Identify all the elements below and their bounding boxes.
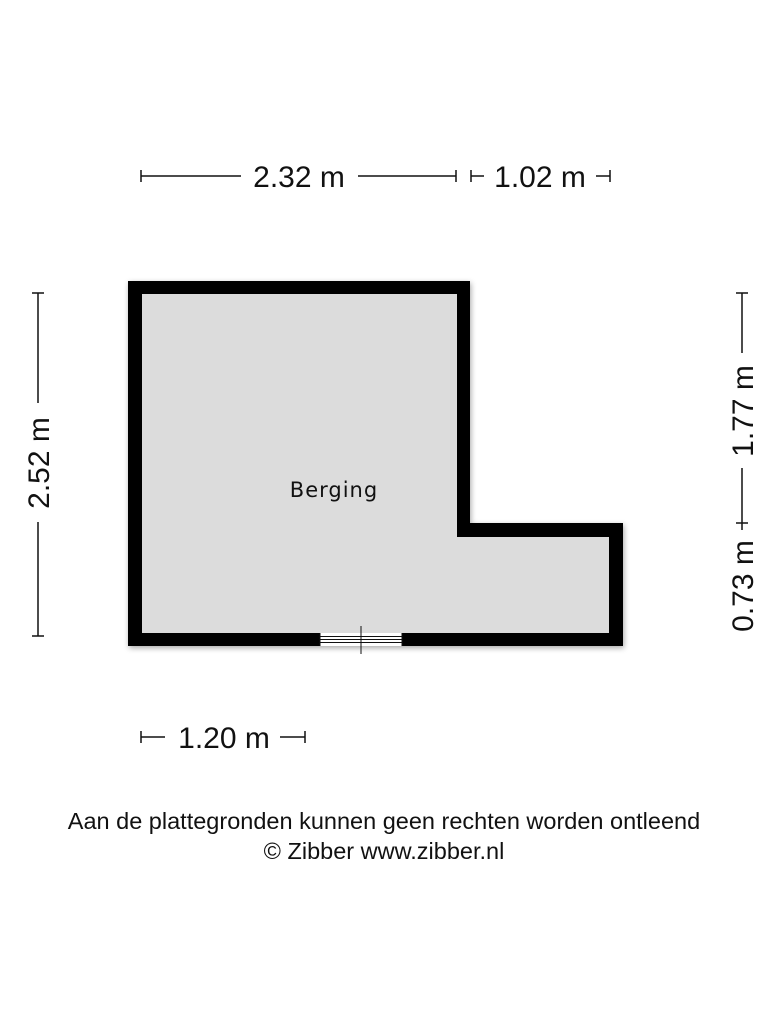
dimension-label: 1.20 m	[178, 722, 270, 755]
dimension-right-lower	[727, 523, 760, 632]
copyright-text: © Zibber www.zibber.nl	[263, 838, 505, 864]
dimension-label: 0.73 m	[727, 540, 760, 632]
dimension-top-right	[471, 161, 610, 194]
dimension-right-upper	[727, 293, 760, 523]
dimension-top-left	[141, 161, 456, 194]
dimension-label: 2.32 m	[253, 161, 345, 194]
dimension-label: 1.77 m	[727, 365, 760, 457]
disclaimer-text: Aan de plattegronden kunnen geen rechten worden ontleend	[67, 808, 701, 834]
dimension-label: 1.02 m	[494, 161, 586, 194]
room-label: Berging	[289, 478, 379, 502]
dimension-bottom	[141, 722, 305, 755]
room-floor	[142, 294, 609, 633]
dimension-label: 2.52 m	[23, 417, 56, 509]
dimension-left	[23, 293, 56, 636]
